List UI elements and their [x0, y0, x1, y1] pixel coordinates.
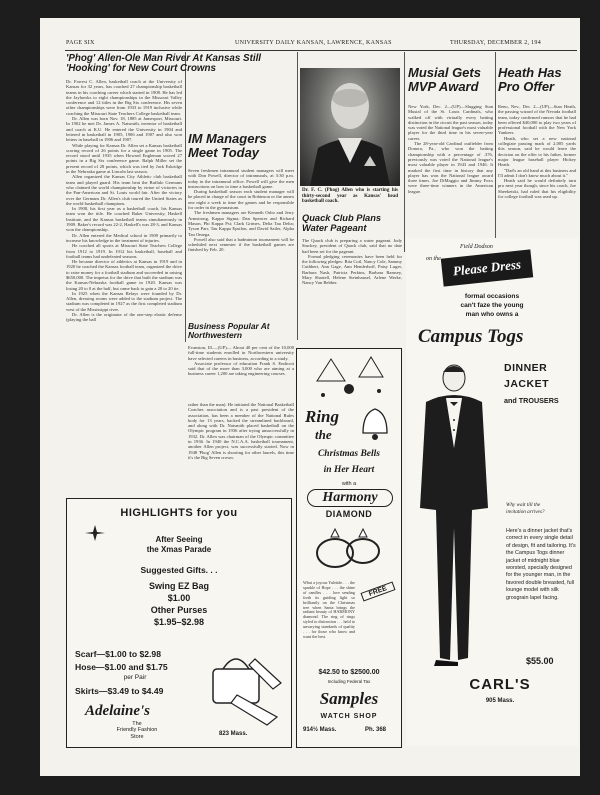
- business-headline: Business Popular At Northwestern: [188, 321, 270, 340]
- rings-illustration: [307, 521, 391, 577]
- quack-p1: The Quack club is preparing a water pageant. Jody Stuckey, president of Quack club, said that no date had been set for the pageant.: [302, 238, 402, 254]
- header-rule: [65, 50, 577, 51]
- in-her-heart: in Her Heart: [323, 465, 375, 475]
- script-field: Field Dodson: [460, 244, 493, 250]
- quack-story: [302, 238, 402, 338]
- im-p4: Powell also said that a badminton tournament will be scheduled next semester if the basketball games are finished by Feb. 20.: [188, 236, 294, 253]
- harmony-blurb: What a joyous Yuletide . . . the sparkle of Hope . . . the shine of candles . . . love sending forth its guiding light so brilliantly on the Christmas tree when Santa brings the radiant beauty of HARMONY diamond. The ring of rings styled to distinction . . . held to unvarying standards of quality . . . for those who know and want the best.: [303, 581, 355, 639]
- allen-continued: [188, 402, 294, 510]
- store-tagline: [97, 721, 177, 740]
- photo-caption: Dr. F. C. (Phog) Allen who is starting his thirty-second year as Kansas' head basketball coach.: [302, 188, 398, 205]
- samples-price: $42.50 to $2500.00: [318, 669, 380, 676]
- campus-togs-logo: Campus Togs: [418, 326, 524, 347]
- dinner-label: DINNER: [504, 362, 548, 374]
- allen-p4: Allen organized the Kansas City Athletic club basketball team and played guard. His team beat the Buffalo Germans who claimed the world championship by virtue of victories in the Pan-American and St. Louis world fair. After the victory over the Germans Dr. Allen's club toured the United States as the world basketball champions.: [66, 174, 182, 206]
- allen-headline: 'Phog' Allen-Ole Man River At Kansas Still 'Hooking' for New Court Crowns: [66, 53, 262, 75]
- purses-label: Other Purses: [150, 605, 208, 615]
- samples-store-name: Samples: [319, 689, 379, 708]
- heath-story: [498, 104, 576, 252]
- business-p1: Evanston, Ill.—(UP)— About 40 per cent of the 10,000 full-time students enrolled in Northwestern university have selected careers in business, according to a study.: [188, 345, 294, 361]
- allen-p5: In 1908, his first year as a basketball coach, his Kansas team won the title. He coached Baker University, Haskell Institute, and the Kansas basketball teams simultaneously in 1909. Baker's record was 22-2, Haskell's was 28-3, and Kansas won the championship.: [66, 206, 182, 233]
- formal-line-3: man who owns a: [465, 311, 519, 318]
- heath-p1: Reno, Nev., Dec. 2—(UP)—Stan Heath, the passing wizard of the Nevada football team, today confirmed rumors that he had been offered $40,000 to play two years of professional football with the New York Yankees.: [498, 104, 576, 136]
- musial-story: [408, 104, 493, 252]
- quack-p2: Formal pledging ceremonies have been held for the following pledges: Rita Coil, Nancy Cole, Sammy Cuthbert, Ann Gage, Ann Henderhoff, Patsy Luger, Barbara Nash, Patricia Perkins, Barbara Ramsey, Mary Shartell, Helene Steinhausel, Arlene Werke, Nancy Van Bebber.: [302, 253, 402, 286]
- christmas-bells: Christmas Bells: [317, 449, 381, 459]
- allen-p2: Dr. Allen was born Nov. 18, 1885 at Jamesport, Missouri. In 1902 he met Dr. James A. Naismith, inventor of basketball and coach at K.U. He entered the University in 1904 and lettered in basketball in 1905, 1906 and 1907 and also won letters in baseball in 1906 and 1907.: [66, 116, 182, 143]
- carls-address: 905 Mass.: [485, 698, 515, 704]
- musial-p1: New York, Dec. 2—(UP)—Slugging Stan Musial of the St. Louis Cardinals, who walked off with virtually every batting distinction in the circuit the past season, today was voted the National league's most valuable player for the third time in his seven-year career.: [408, 104, 493, 141]
- script-on-the: on the: [426, 256, 441, 262]
- formal-line-1: formal occasions: [464, 293, 520, 300]
- im-p2: During basketball season each student manager will be placed in charge of the court in Robinson or the annex one night a week to time the games and be responsible for order in the gymnasium.: [188, 189, 294, 211]
- allen-p6: Dr. Allen entered the Medical school in 1909 primarily to increase his knowledge in the treatment of injuries.: [66, 232, 182, 243]
- why-line-2: invitation arrives?: [506, 509, 545, 515]
- issue-date: THURSDAY, DECEMBER 2, 194: [450, 40, 542, 46]
- the-word: the: [315, 427, 332, 442]
- portrait-image: [300, 68, 400, 186]
- skirts-price: Skirts—$3.49 to $4.49: [75, 686, 164, 696]
- carls-store-name: CARL'S: [469, 676, 531, 693]
- heath-p4: Heath said he would definitely turn pro next year though, since his coach, Joe Sheeketski, had ruled that his eligibility for college football was used up.: [498, 178, 576, 200]
- adelaines-ad: [66, 498, 292, 748]
- suggested-gifts: Suggested Gifts. . .: [140, 565, 218, 575]
- harmony-logo: Harmony: [307, 489, 393, 507]
- samples-address: 914½ Mass.: [303, 727, 337, 733]
- watch-shop: WATCH SHOP: [320, 713, 378, 720]
- tagline-1: The: [132, 721, 142, 727]
- trousers-label: and TROUSERS: [504, 396, 559, 405]
- allen-p3: While playing for Kansas Dr. Allen set a Kansas basketball scoring record of 26 points for a single game in 1905. The record stood until 1935 when Howard Engleman scored 27 points in a Big Six conference game. Ralph Miller set the present record of 28 points, which was tied by Jack Eskridge in the Nebraska game at Lincoln last season.: [66, 142, 182, 175]
- column-rule: [495, 52, 496, 252]
- allen-p1: Dr. Forrest C. Allen, basketball coach at the University of Kansas for 32 years, has coached 27 championship basketball teams in his coaching career which started in 1908. He has led the Jayhawks to eight championships in the Missouri Valley conference and 12 titles in the Big Six conference. His seven other championships were from 1933 to 1919 inclusive while coaching the Missouri State Teachers College basketball team.: [66, 79, 182, 116]
- column-rule: [404, 52, 405, 252]
- musial-p2: The 28-year-old Cardinal outfielder from Donora, Pa., who won the batting championship with a percentage of .376, previously was voted the National league's most valuable player in 1943 and 1946. It marked the first time in history that any player has won the National league award three times. Joe DiMaggio and Jimmy Foxx were three-time winners in the American league.: [408, 141, 493, 194]
- ornament-decoration: [301, 355, 397, 401]
- with-a: with a: [341, 481, 357, 487]
- diamond-label: DIAMOND: [325, 509, 373, 519]
- heath-headline: Heath Has Pro Offer: [498, 65, 562, 94]
- samples-ad: [296, 348, 402, 748]
- im-story: [188, 168, 294, 318]
- carls-ad: [406, 238, 578, 746]
- man-in-tuxedo-icon: [406, 358, 502, 668]
- paper-name: UNIVERSITY DAILY KANSAN, LAWRENCE, KANSAS: [235, 40, 392, 46]
- business-story: [188, 345, 294, 401]
- bell-svg-icon: [355, 405, 395, 445]
- tagline-2: Friendly Fashion: [116, 727, 158, 734]
- bag-name: Swing EZ Bag: [148, 581, 209, 591]
- purses-price: $1.95–$2.98: [153, 617, 205, 627]
- allen-p10: Dr. Allen is the originator of the one-step elastic defense (playing the ball: [66, 312, 182, 323]
- jacket-label: JACKET: [504, 378, 550, 390]
- bell-icon: [355, 405, 395, 445]
- formal-line-2: can't faze the young: [460, 302, 524, 309]
- please-dress-banner: Please Dress: [441, 249, 533, 286]
- im-p3: The freshmen managers are Kenneth Osbo and Jerry Armstrong, Kappa Sigma; Dan Spencer and Richard Mason, Phi Kappa Psi; Clark Grimes, Delta Tau Delta; Tyson Parr, Tau Kappa Epsilon, and David Sailer, Alpha Tau Omega.: [188, 210, 294, 237]
- tax-note: Including Federal Tax: [327, 679, 371, 684]
- heath-p3: "Dad's an old hand at this business and I'll admit I don't know much about it.": [498, 167, 576, 178]
- gift-illustration: [207, 639, 285, 727]
- allen-photo: [300, 68, 400, 186]
- page-number: PAGE SIX: [66, 40, 95, 46]
- after-line-2: the Xmas Parade: [146, 545, 212, 554]
- bag-price: $1.00: [167, 593, 191, 603]
- quack-headline: Quack Club Plans Water Pageant: [302, 213, 382, 233]
- scarf-price: Scarf—$1.00 to $2.98: [75, 649, 161, 659]
- why-wait-copy: [506, 502, 576, 516]
- carls-price: $55.00: [526, 656, 554, 666]
- allen-p8: He became director of athletics at Kansas in 1919 and in 1920 he coached the Kansas football team, organized the drive to raise money for a football stadium and succeeded in raising $650,000. The impetus for the drive that built the stadium was the Kansas-Nebraska football game in 1920. Kansas was losing 20 to 0 at the half, but came back to gain a 20 to 20 tie.: [66, 259, 182, 291]
- allen-story: [66, 79, 182, 535]
- handbag-icon: [207, 639, 285, 727]
- store-name: Adelaine's: [85, 703, 151, 719]
- christmas-tree-icon: [301, 355, 397, 401]
- free-badge: FREE: [360, 581, 395, 601]
- continued-p1: rather than the man). He initiated the National Basketball Coaches association and is a past president of the association, has been a member of the National Rules body for 13 years, backed the streamlined backboard, and along with Dr. Naismith placed basketball on the Olympic program in 1936 after trying unsuccessfully in 1932. Dr. Allen was chairman of the Olympic committee in 1936. In 1940 the N.C.A.A. basketball tournament, another Allen project, was successfully started. Now in 1948 'Phog' Allen is shooting for other laurels, this time it's the Big Seven crown.: [188, 402, 294, 460]
- im-p1: Seven freshmen intramural student managers will meet with Don Powell, director of intramurals, at 3:30 p.m. today in the intramural office. Powell will give the men instructions on how to time a basketball game.: [188, 168, 294, 189]
- hose-unit: per Pair: [123, 674, 147, 681]
- newspaper-page: [40, 18, 580, 776]
- after-line-1: After Seeing: [155, 535, 203, 544]
- business-p2: Associate professor of education Frank S. Endicott said that of the more than 3,000 who are aiming at a business career 1,200 are taking engineering courses.: [188, 360, 294, 377]
- column-rule: [297, 52, 298, 340]
- heath-p2: Heath, who set a new national collegiate passing mark of 2,005 yards this season, said he would leave the decision on the offer to his father, former major league baseball player Hickey Heath.: [498, 135, 576, 168]
- allen-p7: He coached all sports at Missouri State Teachers College from 1912 to 1919. In 1912 his basketball, baseball and football teams had undefeated seasons.: [66, 243, 182, 259]
- samples-phone: Ph. 368: [365, 727, 387, 733]
- hose-price: Hose—$1.00 and $1.75: [75, 662, 168, 672]
- allen-p9: In 1925 when the Kansas Relays were founded by Dr. Allen, dressing rooms were added to the stadium project. The stadium was completed in 1927 as the first completed stadium west of the Mississippi river.: [66, 290, 182, 312]
- im-headline: IM Managers Meet Today: [188, 131, 267, 160]
- tuxedo-illustration: [406, 358, 502, 668]
- tagline-3: Store: [130, 733, 144, 740]
- highlights-title: HIGHLIGHTS for you: [120, 507, 238, 519]
- store-address: 823 Mass.: [219, 731, 248, 737]
- ring-word: Ring: [305, 407, 340, 426]
- musial-headline: Musial Gets MVP Award: [408, 65, 481, 94]
- why-line-1: Why wait till the: [506, 502, 541, 508]
- formal-copy: [406, 292, 578, 319]
- jacket-copy: Here's a dinner jacket that's correct in every single detail of design, fit and tailoring. It's the Campus Togs dinner jacket of midnight blue worsted, specially designed for the younger man, in the favored double breasted, full lounge model with silk grosgrain lapel facing.: [506, 528, 576, 601]
- column-rule: [185, 52, 186, 342]
- ring-icon: [307, 521, 391, 577]
